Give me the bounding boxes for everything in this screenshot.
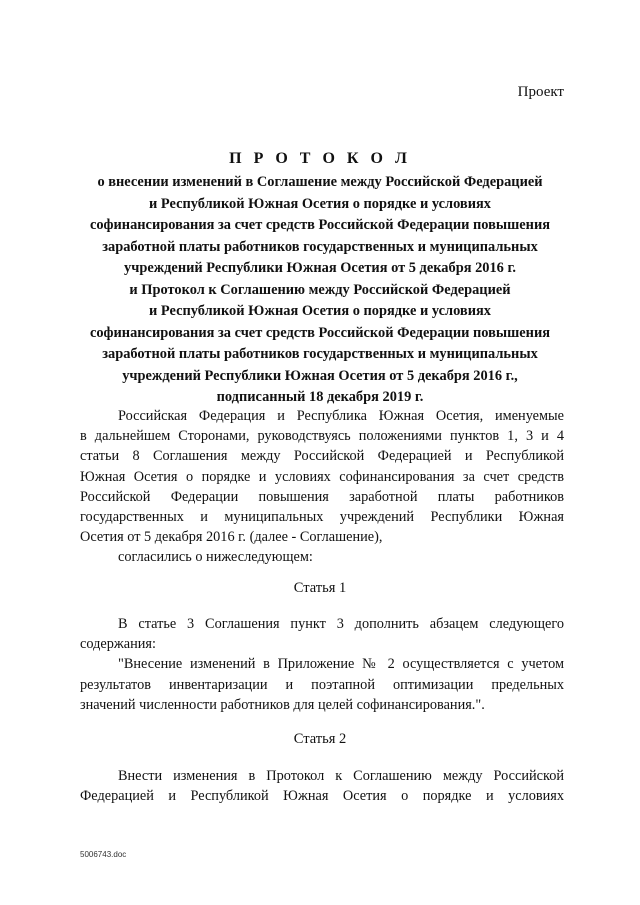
subtitle-line: учреждений Республики Южная Осетия от 5 декабря 2016 г.,: [122, 367, 518, 384]
article1-paragraph: [80, 614, 564, 715]
subtitle-line: и Республикой Южная Осетия о порядке и условиях: [149, 195, 491, 212]
preamble-line: Российская Федерация и Республика Южная Осетия, именуемые: [118, 408, 564, 424]
preamble-line: Осетия от 5 декабря 2016 г. (далее - Соглашение),: [80, 529, 383, 546]
preamble-line: государственных и муниципальных учреждений Республики Южная: [80, 509, 564, 526]
article1-line: В статье 3 Соглашения пункт 3 дополнить абзацем следующего: [118, 616, 564, 632]
subtitle-line: заработной платы работников государственных и муниципальных: [102, 346, 538, 362]
preamble-paragraph: [80, 406, 564, 568]
file-code: 5006743.doc: [80, 850, 127, 859]
subtitle-line: софинансирования за счет средств Российской Федерации повышения: [89, 324, 551, 341]
preamble-line: Российской Федерации повышения заработной платы работников: [80, 488, 564, 505]
subtitle-line: и Протокол к Соглашению между Российской Федерацией: [129, 281, 511, 298]
subtitle-line: о внесении изменений в Соглашение между Российской Федерацией: [97, 174, 543, 190]
article1-line: содержания:: [80, 636, 156, 653]
subtitle-line: заработной платы работников государственных и муниципальных: [102, 238, 538, 255]
agreed-line: согласились о нижеследующем:: [118, 549, 313, 566]
subtitle-line: софинансирования за счет средств Российской Федерации повышения: [89, 217, 551, 233]
preamble-line: в дальнейшем Сторонами, руководствуясь положениями пунктов 1, 3 и 4: [80, 428, 564, 445]
subtitle-line: и Республикой Южная Осетия о порядке и условиях: [149, 303, 491, 319]
subtitle-line: учреждений Республики Южная Осетия от 5 декабря 2016 г.: [124, 260, 516, 276]
draft-mark: Проект: [517, 84, 564, 100]
preamble-line: статьи 8 Соглашения между Российской Федерацией и Республикой: [80, 448, 564, 465]
article1-heading: Статья 1: [293, 580, 347, 596]
article2-line: Федерацией и Республикой Южная Осетия о порядке и условиях: [80, 788, 564, 805]
document-title: П Р О Т О К О Л: [229, 150, 411, 167]
article2-line: Внести изменения в Протокол к Соглашению между Российской: [118, 768, 564, 784]
article2-heading: Статья 2: [293, 731, 347, 747]
article1-line: "Внесение изменений в Приложение № 2 осуществляется с учетом: [118, 656, 564, 673]
document-subtitle: [70, 172, 570, 409]
subtitle-line: подписанный 18 декабря 2019 г.: [216, 389, 424, 405]
article2-paragraph: [80, 766, 564, 806]
article1-line: значений численности работников для целей софинансирования.".: [80, 696, 485, 713]
preamble-line: Южная Осетия о порядке и условиях софинансирования за счет средств: [80, 468, 564, 485]
article1-line: результатов инвентаризации и поэтапной оптимизации предельных: [80, 676, 564, 693]
